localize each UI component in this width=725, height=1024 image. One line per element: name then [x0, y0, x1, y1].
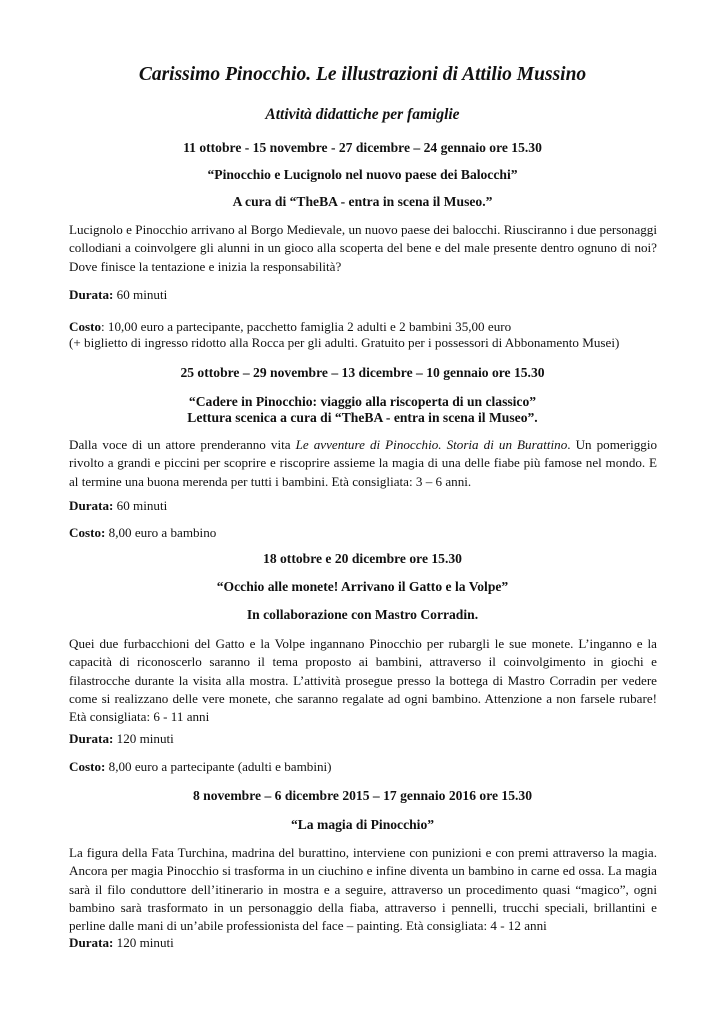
description-text: Dalla voce di un attore prenderanno vita	[69, 437, 296, 452]
costo-label: Costo	[69, 319, 102, 334]
durata-value: 120 minuti	[116, 935, 174, 950]
event-1-durata	[69, 286, 669, 304]
event-1-curator: A cura di “TheBA - entra in scena il Museo.”	[232, 194, 493, 209]
event-2-costo	[69, 524, 669, 542]
event-3-durata	[69, 730, 669, 748]
durata-value: 60 minuti	[116, 287, 168, 302]
event-4-description: La figura della Fata Turchina, madrina del burattino, interviene con punizioni e con premi attraverso la magia. Ancora per magia Pinocchio si trasforma in un ciuchino e infine diventa un bambino in carne ed ossa. La magia sarà il filo conduttore dell’itinerario in mostra e a seguire, attraverso un procedimento quasi “magico”, ogni bambino sarà trasformato in un personaggio della fiaba, attraverso i pennelli, trucchi speciali, brillantini e perline dalle mani di un’abile professionista del face – painting. Età consigliata: 4 - 12 anni	[69, 845, 657, 934]
event-3-description: Quei due furbacchioni del Gatto e la Volpe ingannano Pinocchio per rubargli le sue monete. L’inganno e la capacità di riconoscerlo saranno il tema proposto ai bambini, attraverso il coinvolgimento in giochi e filastrocche durante la visita alla mostra. L’attività prosegue presso la bottega di Mastro Corradin per vedere come si realizzano delle vere monete, che saranno regalate ad ogni bambino. Attenzione a non farsele rubare! Età consigliata: 6 - 11 anni	[69, 636, 657, 725]
event-3-heading: “Occhio alle monete! Arrivano il Gatto e la Volpe”	[216, 579, 509, 594]
event-1-description: Lucignolo e Pinocchio arrivano al Borgo Medievale, un nuovo paese dei balocchi. Riusciranno i due personaggi collodiani a coinvolgere gli alunni in un gioco alla scoperta del bene e del male presente dentro ognuno di noi? Dove finisce la tentazione e inizia la responsabilità?	[69, 222, 657, 274]
durata-value: 120 minuti	[116, 731, 174, 746]
durata-label: Durata:	[69, 935, 114, 950]
costo-value: 8,00 euro a bambino	[108, 525, 217, 540]
costo-label: Costo:	[69, 759, 106, 774]
costo-value: 8,00 euro a partecipante (adulti e bambini)	[108, 759, 332, 774]
durata-value: 60 minuti	[116, 498, 168, 513]
event-3-dates: 18 ottobre e 20 dicembre ore 15.30	[263, 551, 462, 566]
book-title: Le avventure di Pinocchio. Storia di un Burattino	[295, 437, 568, 452]
durata-label: Durata:	[69, 287, 114, 302]
page-title: Carissimo Pinocchio. Le illustrazioni di Attilio Mussino	[138, 64, 587, 85]
event-3-costo	[69, 758, 669, 776]
event-2-description	[69, 436, 657, 491]
event-2-durata	[69, 497, 669, 515]
event-1-dates: 11 ottobre - 15 novembre - 27 dicembre – 24 gennaio ore 15.30	[183, 140, 542, 155]
page-subtitle: Attività didattiche per famiglie	[265, 106, 460, 123]
event-4-durata	[69, 934, 669, 952]
event-1-costo-note: (+ biglietto di ingresso ridotto alla Rocca per gli adulti. Gratuito per i possessori di Abbonamento Musei)	[69, 335, 620, 350]
event-4-heading: “La magia di Pinocchio”	[290, 817, 435, 832]
costo-label: Costo:	[69, 525, 106, 540]
event-3-curator: In collaborazione con Mastro Corradin.	[246, 607, 479, 622]
durata-label: Durata:	[69, 731, 114, 746]
event-2-heading: “Cadere in Pinocchio: viaggio alla riscoperta di un classico”	[188, 394, 537, 409]
event-2-dates: 25 ottobre – 29 novembre – 13 dicembre – 10 gennaio ore 15.30	[180, 365, 545, 380]
event-1-heading: “Pinocchio e Lucignolo nel nuovo paese dei Balocchi”	[207, 167, 518, 182]
event-2-curator: Lettura scenica a cura di “TheBA - entra in scena il Museo”.	[187, 410, 538, 425]
description-text: . Un pomeriggio rivolto a grandi e piccini per scoprire e riscoprire assieme la magia di una delle fiabe più famose nel mondo. E al termine una buona merenda per tutti i bambini. Età consigliata: 3 – 6 anni.	[69, 437, 657, 489]
event-4-dates: 8 novembre – 6 dicembre 2015 – 17 gennaio 2016 ore 15.30	[192, 788, 533, 803]
costo-value: : 10,00 euro a partecipante, pacchetto famiglia 2 adulti e 2 bambini 35,00 euro	[101, 319, 512, 334]
durata-label: Durata:	[69, 498, 114, 513]
